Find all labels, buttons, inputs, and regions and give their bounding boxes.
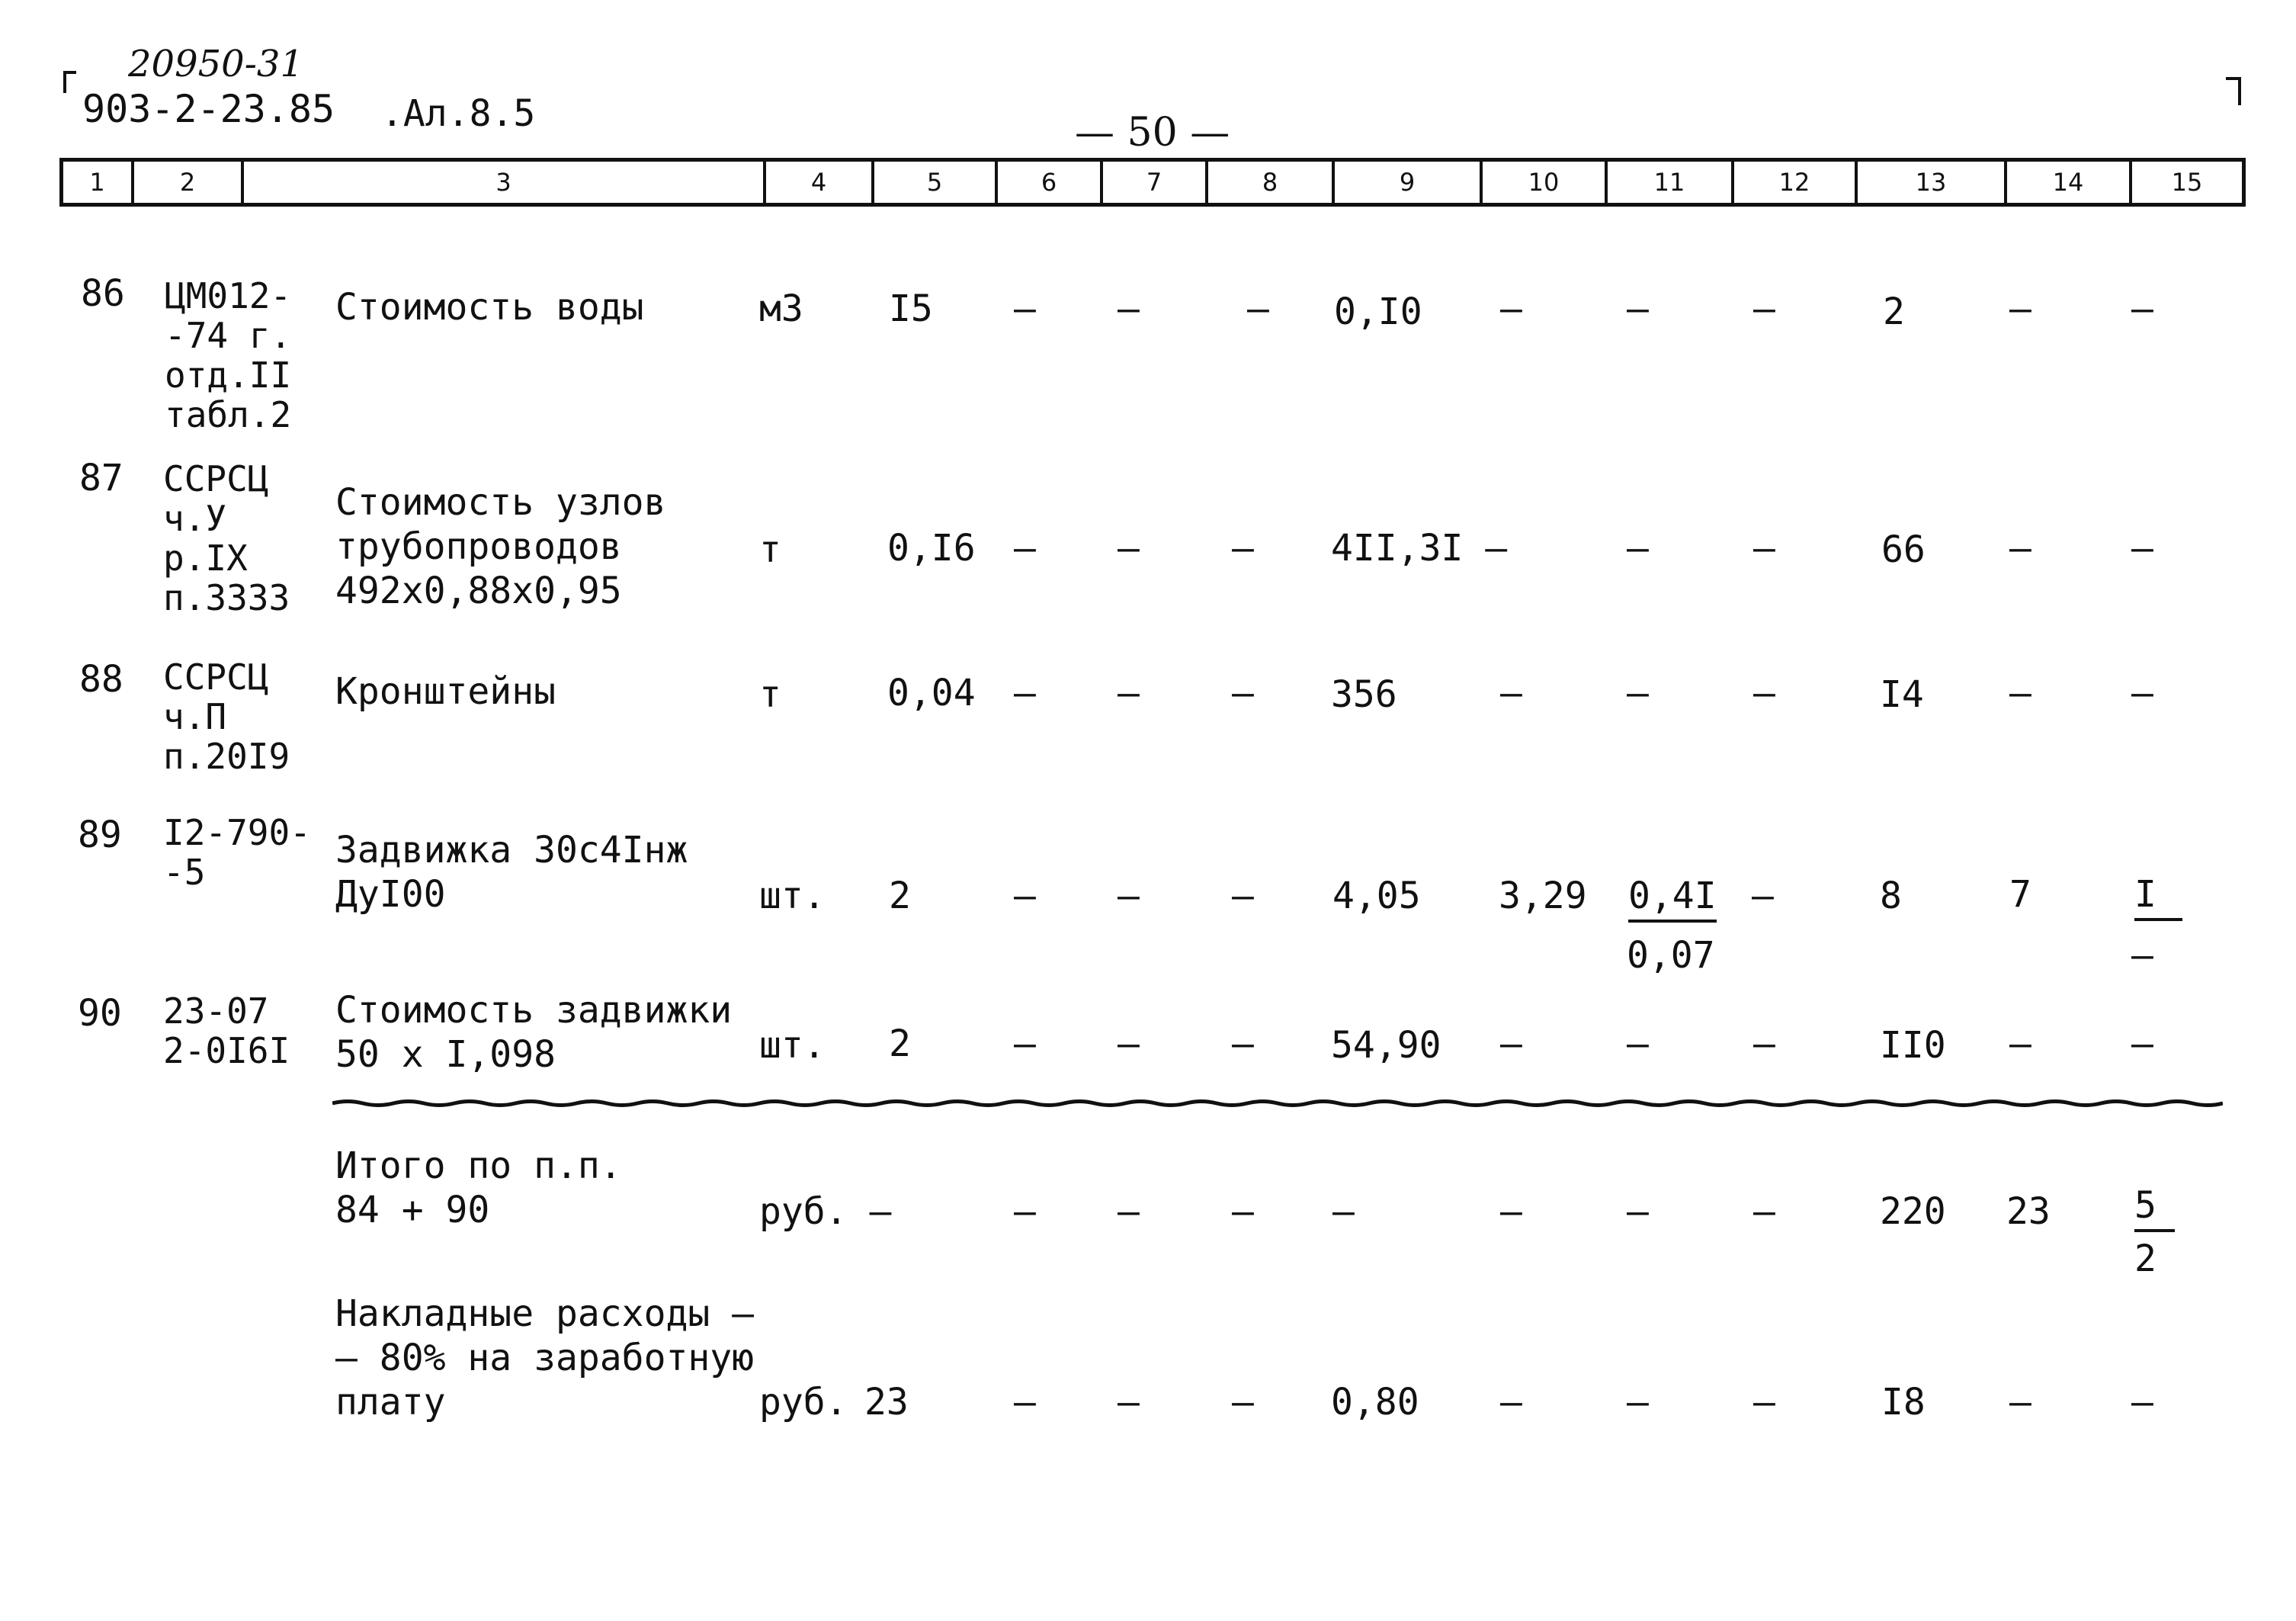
cell-c11: – [1627,527,1649,570]
col-number-11: 11 [1608,162,1734,203]
cell-c7: – [1118,875,1140,917]
cell-c9: 0,I0 [1334,290,1422,333]
page-number: — 50 — [1075,110,1230,156]
cell-c13: I4 [1880,673,1924,716]
cell-c10: – [1500,287,1522,330]
cell-c8: – [1232,527,1254,570]
cell-c13: 220 [1880,1190,1946,1233]
row-unit: шт. [759,1024,826,1067]
row-unit: т [759,673,781,716]
col-number-13: 13 [1858,162,2007,203]
cell-c12: – [1752,875,1774,917]
cell-c14: – [2009,287,2031,330]
cell-c12: – [1753,1381,1775,1424]
cell-c13: II0 [1880,1024,1946,1067]
totals-name: Итого по п.п. 84 + 90 [335,1144,622,1231]
row-code: I2-790- -5 [163,812,311,893]
row-number: 89 [78,814,122,856]
cell-c14: 7 [2009,873,2031,916]
overhead-name: Накладные расходы – – 80% на заработную плату [335,1292,755,1424]
cell-c11: – [1627,1022,1649,1065]
cell-c7: – [1118,287,1140,330]
col-number-2: 2 [134,162,244,203]
handwritten-code: 20950-31 [128,43,303,85]
col-number-1: 1 [63,162,134,203]
corner-mark-left [63,70,78,95]
cell-c15-denominator: 2 [2134,1237,2157,1280]
row-number: 86 [81,272,125,315]
cell-c9: – [1332,1190,1355,1233]
project-code: 903-2-23.85 [82,87,335,131]
row-name: Стоимость воды [335,286,644,329]
cell-c8: – [1247,287,1269,330]
cell-c8: – [1232,672,1254,714]
col-number-7: 7 [1103,162,1208,203]
cell-c15: – [2131,527,2153,570]
row-unit: шт. [759,875,826,917]
cell-c6: – [1014,1022,1036,1065]
overhead-unit: руб. [759,1381,848,1424]
col-number-9: 9 [1335,162,1483,203]
col-number-3: 3 [244,162,766,203]
cell-c7: – [1118,1381,1140,1424]
col-number-8: 8 [1208,162,1335,203]
cell-c12: – [1753,672,1775,714]
cell-c8: – [1232,875,1254,917]
cell-c14: – [2009,1381,2031,1424]
cell-c10: – [1500,1190,1522,1233]
cell-c15-numerator: 5 [2134,1183,2175,1232]
row-name: Задвижка 30с4Iнж ДуI00 [335,829,688,916]
cell-c13: 8 [1880,875,1902,917]
cell-c8: – [1232,1381,1254,1424]
wavy-divider-line [332,1098,2223,1109]
cell-c5: 0,I6 [887,527,976,570]
row-code: 23-07 2-0I6I [163,990,290,1071]
cell-c5: 2 [889,1022,911,1065]
cell-c15-numerator: I [2134,872,2182,921]
col-number-10: 10 [1483,162,1608,203]
row-code: ССРСЦ ч.У р.IX п.3333 [163,458,290,618]
cell-c6: – [1014,527,1036,570]
cell-c15: – [2131,287,2153,330]
cell-c9: 356 [1331,673,1397,716]
column-number-header [59,158,2246,207]
row-number: 87 [79,457,123,499]
cell-c10: – [1500,672,1522,714]
col-number-6: 6 [998,162,1103,203]
cell-c9: 0,80 [1331,1381,1419,1424]
cell-c8: – [1232,1022,1254,1065]
totals-unit: руб. – [759,1190,892,1233]
cell-c15: – [2131,1381,2153,1424]
col-number-4: 4 [766,162,874,203]
row-number: 90 [78,992,122,1035]
cell-c11: – [1627,672,1649,714]
cell-c6: – [1014,287,1036,330]
cell-c11: – [1627,1190,1649,1233]
cell-c6: – [1014,672,1036,714]
row-unit: м3 [759,287,803,330]
cell-c7: – [1118,527,1140,570]
cell-c11: – [1627,287,1649,330]
cell-c9: 4,05 [1332,875,1421,917]
cell-c11-denominator: 0,07 [1627,934,1715,977]
cell-c11: – [1627,1381,1649,1424]
cell-c12: – [1753,1022,1775,1065]
cell-c5: I5 [889,287,933,330]
cell-c7: – [1118,1022,1140,1065]
col-number-12: 12 [1734,162,1858,203]
col-number-15: 15 [2171,168,2203,197]
cell-c6: – [1014,1190,1036,1233]
cell-c10: – [1500,1022,1522,1065]
cell-c12: – [1753,1190,1775,1233]
cell-c12: – [1753,527,1775,570]
cell-c13: 66 [1881,528,1926,571]
cell-c5: 0,04 [887,672,976,714]
cell-c14: 23 [2006,1190,2051,1233]
cell-c15: – [2131,672,2153,714]
row-name: Кронштейны [335,670,556,713]
row-name: Стоимость узлов трубопроводов 492x0,88x0,95 [335,481,666,612]
album-code: .Ал.8.5 [381,92,536,135]
cell-c14: – [2009,672,2031,714]
col-number-14: 14 [2007,162,2132,203]
cell-c15-denominator: – [2131,934,2153,977]
cell-c5: 2 [889,875,911,917]
cell-c14: – [2009,527,2031,570]
cell-c11-numerator: 0,4I [1628,874,1717,923]
cell-c8: – [1232,1190,1254,1233]
cell-c7: – [1118,1190,1140,1233]
row-name: Стоимость задвижки 50 x I,098 [335,989,733,1076]
cell-c13: 2 [1883,290,1905,333]
cell-c13: I8 [1881,1381,1926,1424]
col-number-5: 5 [874,162,998,203]
cell-c5: 23 [864,1381,909,1424]
row-number: 88 [79,658,123,701]
row-code: ССРСЦ ч.П п.20I9 [163,656,290,777]
corner-mark-right [2224,76,2243,107]
cell-c10: 3,29 [1499,875,1587,917]
cell-c9: 4II,3I – [1331,527,1508,570]
cell-c10: – [1500,1381,1522,1424]
row-code: ЦМ012- -74 г. отд.II табл.2 [165,275,292,435]
cell-c12: – [1753,287,1775,330]
cell-c9: 54,90 [1331,1024,1441,1067]
cell-c7: – [1118,672,1140,714]
cell-c14: – [2009,1022,2031,1065]
row-unit: т [759,528,781,571]
cell-c6: – [1014,875,1036,917]
cell-c6: – [1014,1381,1036,1424]
cell-c15: – [2131,1022,2153,1065]
